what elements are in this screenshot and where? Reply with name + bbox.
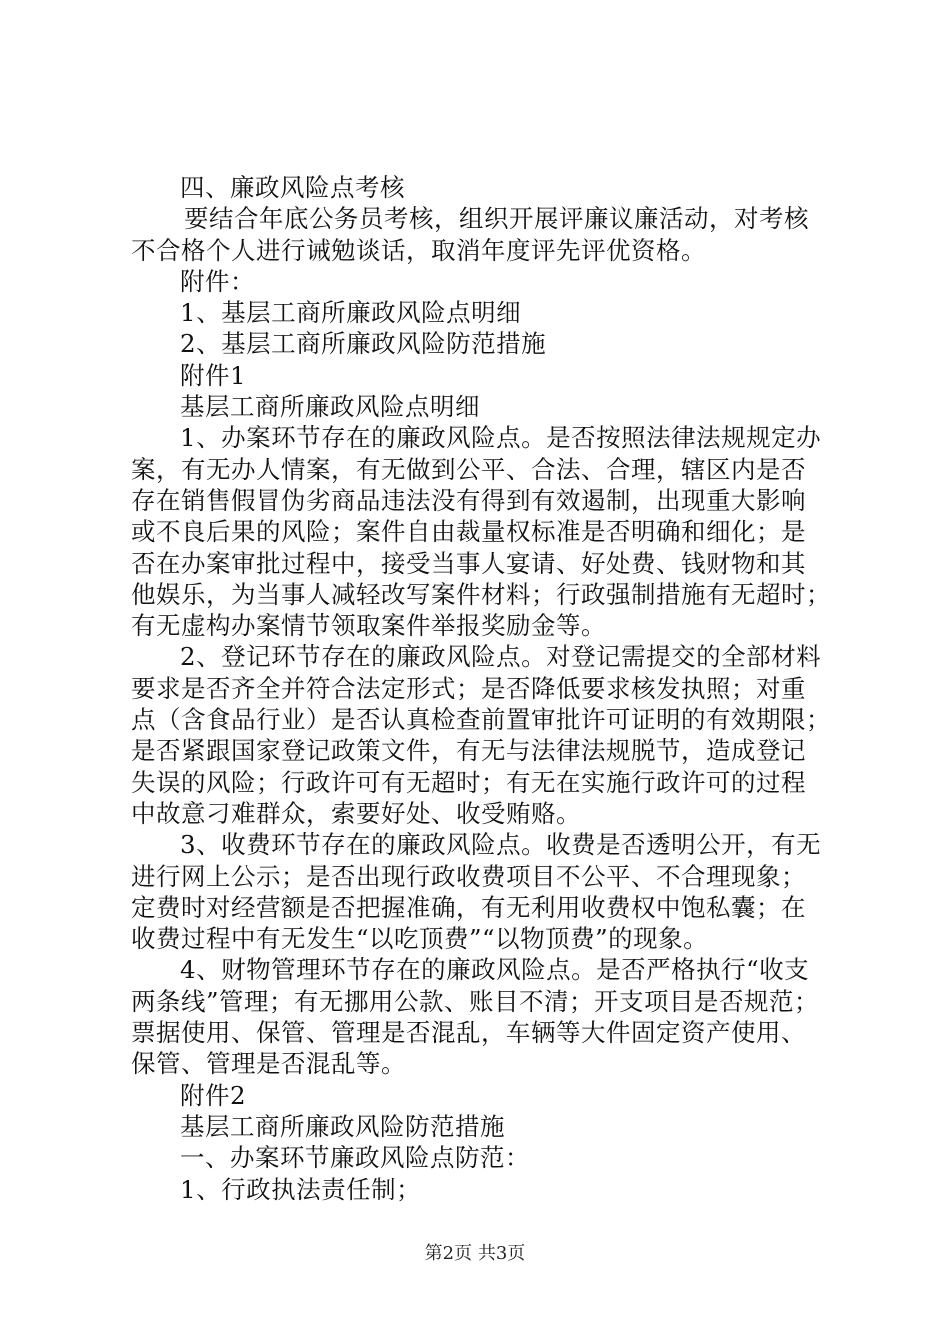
attachment-title: 基层工商所廉政风险防范措施 [180, 1111, 505, 1141]
paragraph-line: 保管、管理是否混乱等。 [131, 1049, 406, 1079]
paragraph-line: 票据使用、保管、管理是否混乱，车辆等大件固定资产使用、 [131, 1018, 806, 1048]
paragraph-line: 要求是否齐全并符合法定形式；是否降低要求核发执照；对重 [131, 673, 806, 703]
paragraph-line: 定费时对经营额是否把握准确，有无利用收费权中饱私囊；在 [131, 892, 806, 922]
paragraph-line: 2、登记环节存在的廉政风险点。对登记需提交的全部材料 [180, 642, 822, 672]
subsection-heading: 一、办案环节廉政风险点防范： [180, 1143, 530, 1173]
section-heading: 四、廉政风险点考核 [180, 173, 405, 202]
paragraph-line: 不合格个人进行诫勉谈话，取消年度评先评优资格。 [131, 235, 706, 265]
paragraph-line: 有无虚构办案情节领取案件举报奖励金等。 [131, 611, 606, 641]
paragraph-line: 要结合年底公务员考核，组织开展评廉议廉活动，对考核 [184, 204, 809, 234]
paragraph-line: 存在销售假冒伪劣商品违法没有得到有效遏制，出现重大影响 [131, 485, 806, 515]
document-body [131, 172, 831, 1205]
paragraph-line: 他娱乐，为当事人减轻改写案件材料；行政强制措施有无超时； [131, 579, 831, 609]
page-number-footer: 第2页 共3页 [424, 1243, 526, 1264]
attachment-title: 基层工商所廉政风险点明细 [180, 392, 480, 422]
paragraph-line: 否在办案审批过程中，接受当事人宴请、好处费、钱财物和其 [131, 548, 806, 578]
paragraph-line: 点（含食品行业）是否认真检查前置审批许可证明的有效期限； [131, 705, 831, 735]
paragraph-line: 失误的风险；行政许可有无超时；有无在实施行政许可的过程 [131, 767, 806, 797]
attachment-heading: 附件1 [180, 360, 247, 390]
paragraph-line: 案，有无办人情案，有无做到公平、合法、合理，辖区内是否 [131, 454, 806, 484]
attachment-item: 2、基层工商所廉政风险防范措施 [180, 329, 547, 359]
paragraph-line: 是否紧跟国家登记政策文件，有无与法律法规脱节，造成登记 [131, 736, 806, 766]
attachment-heading: 附件2 [180, 1080, 247, 1110]
paragraph-line: 4、财物管理环节存在的廉政风险点。是否严格执行“收支 [180, 955, 810, 985]
attachment-label: 附件： [180, 266, 255, 296]
paragraph-line: 进行网上公示；是否出现行政收费项目不公平、不合理现象； [131, 861, 806, 891]
paragraph-line: 或不良后果的风险；案件自由裁量权标准是否明确和细化；是 [131, 517, 806, 547]
paragraph-line: 1、办案环节存在的廉政风险点。是否按照法律法规规定办 [180, 423, 822, 453]
paragraph-line: 3、收费环节存在的廉政风险点。收费是否透明公开，有无 [180, 830, 822, 860]
list-item: 1、行政执法责任制； [180, 1174, 422, 1204]
attachment-item: 1、基层工商所廉政风险点明细 [180, 298, 522, 328]
paragraph-line: 收费过程中有无发生“以吃顶费”“以物顶费”的现象。 [131, 924, 709, 954]
paragraph-line: 两条线”管理；有无挪用公款、账目不清；开支项目是否规范； [131, 986, 820, 1016]
paragraph-line: 中故意刁难群众，索要好处、收受贿赂。 [131, 798, 581, 828]
